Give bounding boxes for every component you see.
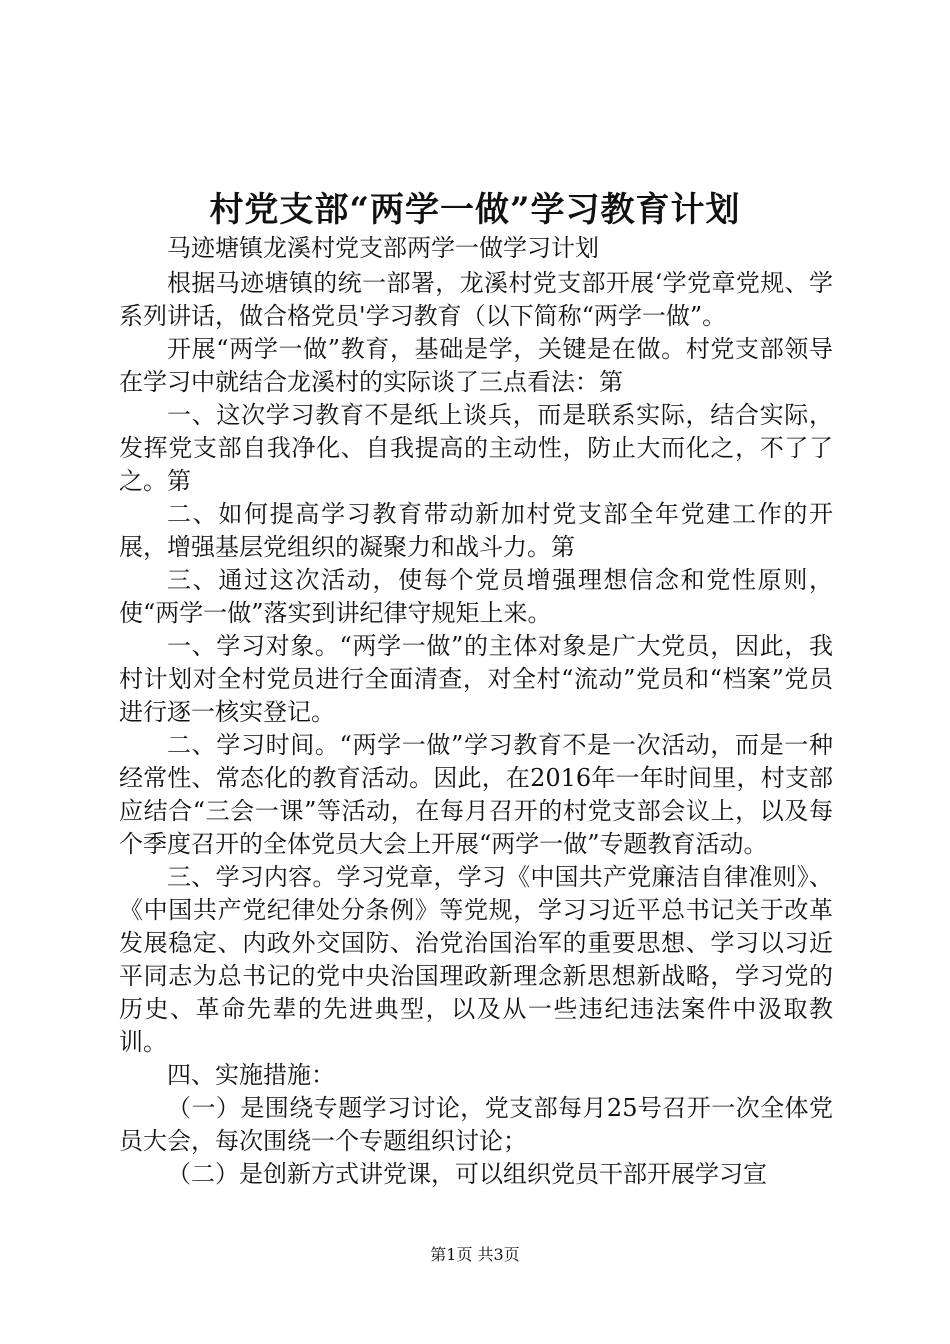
paragraph: 一、学习对象。“两学一做”的主体对象是广大党员，因此，我村计划对全村党员进行全面清查，对全村“流动”党员和“档案”党员进行逐一核实登记。: [119, 632, 833, 726]
paragraph: 一、这次学习教育不是纸上谈兵，而是联系实际，结合实际，发挥党支部自我净化、自我提高的主动性，防止大而化之，不了了之。第: [119, 401, 833, 495]
paragraph: 三、通过这次活动，使每个党员增强理想信念和党性原则，使“两学一做”落实到讲纪律守规矩上来。: [119, 566, 833, 627]
paragraph: （一）是围绕专题学习讨论，党支部每月25号召开一次全体党员大会，每次围绕一个专题组织讨论；: [119, 1094, 833, 1155]
paragraph: 四、实施措施：: [167, 1061, 335, 1089]
paragraph: 开展“两学一做”教育，基础是学，关键是在做。村党支部领导在学习中就结合龙溪村的实际谈了三点看法：第: [119, 335, 833, 396]
document-title: 村党支部“两学一做”学习教育计划: [209, 190, 741, 230]
paragraph: 马迹塘镇龙溪村党支部两学一做学习计划: [167, 234, 599, 262]
paragraph: 三、学习内容。学习党章，学习《中国共产党廉洁自律准则》、《中国共产党纪律处分条例》等党规，学习习近平总书记关于改革发展稳定、内政外交国防、治党治国治军的重要思想、学习以习近平同志为总书记的党中央治国理政新理念新思想新战略，学习党的历史、革命先辈的先进典型，以及从一些违纪违法案件中汲取教训。: [119, 863, 833, 1056]
document-body: [119, 232, 833, 1191]
paragraph: 二、如何提高学习教育带动新加村党支部全年党建工作的开展，增强基层党组织的凝聚力和战斗力。第: [119, 500, 833, 561]
paragraph: 根据马迹塘镇的统一部署，龙溪村党支部开展‘学党章党规、学系列讲话，做合格党员'学习教育（以下简称“两学一做”。: [119, 269, 833, 330]
paragraph: 二、学习时间。“两学一做”学习教育不是一次活动，而是一种经常性、常态化的教育活动。因此，在2016年一年时间里，村支部应结合“三会一课”等活动，在每月召开的村党支部会议上，以及每个季度召开的全体党员大会上开展“两学一做”专题教育活动。: [119, 731, 833, 858]
page-number: 第1页 共3页: [430, 1245, 520, 1264]
paragraph: （二）是创新方式讲党课，可以组织党员干部开展学习宣: [167, 1160, 767, 1188]
